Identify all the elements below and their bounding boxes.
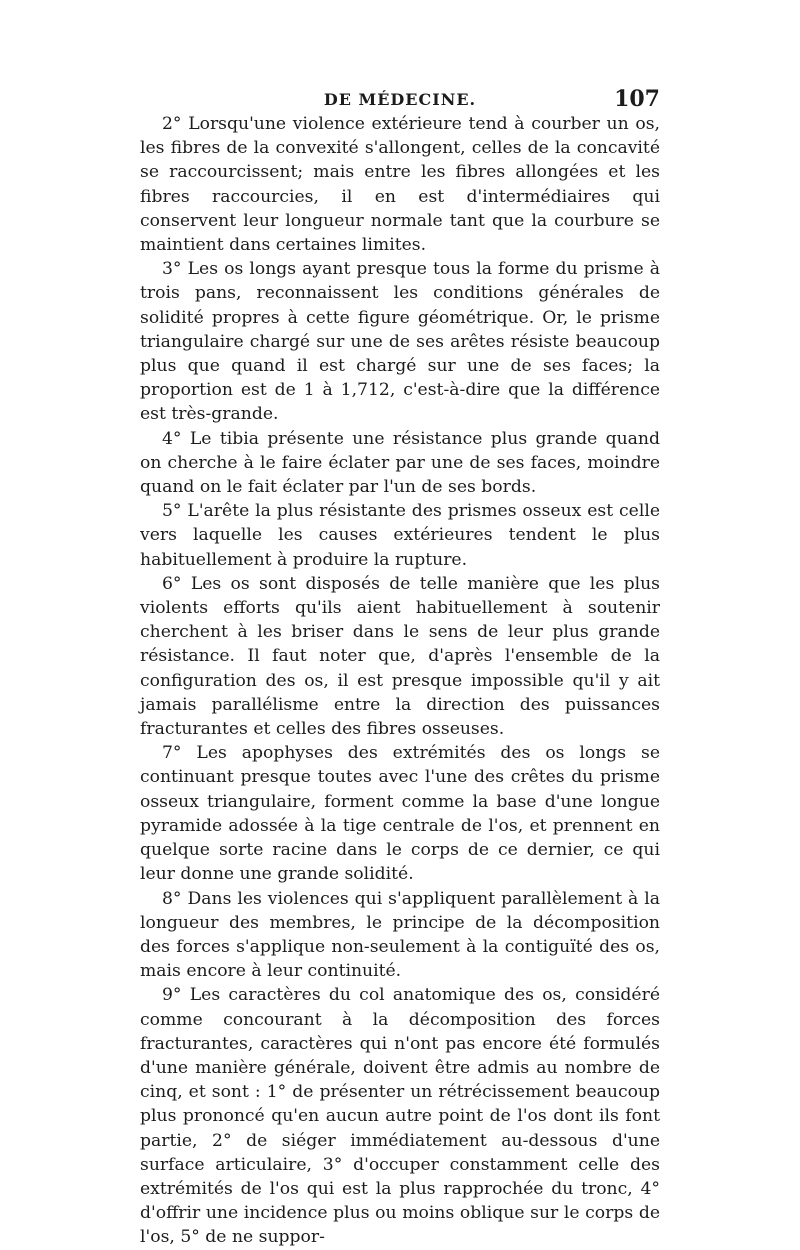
paragraph-7-text: 7° Les apophyses des extrémités des os longs se continuant presque toutes avec l'une des crêtes du prisme osseux triangulaire, forment comme la base d'une longue pyramide adossée à la tige centrale de l'os, et prennent en quelque sorte racine dans le corps de ce dernier, ce qui leur donne une grande solidité. bbox=[140, 743, 660, 885]
paragraph-2-text: 2° Lorsqu'une violence extérieure tend à courber un os, les fibres de la convexité s'allongent, celles de la concavité se raccourcissent; mais entre les fibres allongées et les fibres raccourcies, il en est d'intermédiaires qui conservent leur longueur normale tant que la courbure se maintient dans certaines limites. bbox=[140, 114, 660, 256]
paragraph-9 bbox=[140, 983, 660, 1249]
page-number: 107 bbox=[614, 86, 660, 112]
body-text bbox=[140, 112, 660, 1250]
paragraph-7 bbox=[140, 741, 660, 886]
paragraph-6 bbox=[140, 572, 660, 741]
paragraph-8-text: 8° Dans les violences qui s'appliquent parallèlement à la longueur des membres, le principe de la décomposition des forces s'applique non-seulement à la contiguïté des os, mais encore à leur continuité. bbox=[140, 888, 660, 982]
paragraph-4-text: 4° Le tibia présente une résistance plus grande quand on cherche à le faire éclater par une de ses faces, moindre quand on le fait éclater par l'un de ses bords. bbox=[140, 428, 660, 498]
paragraph-8 bbox=[140, 887, 660, 984]
paragraph-5 bbox=[140, 499, 660, 572]
paragraph-3-text: 3° Les os longs ayant presque tous la forme du prisme à trois pans, reconnaissent les conditions générales de solidité propres à cette figure géométrique. Or, le prisme triangulaire chargé sur une de ses arêtes résiste beaucoup plus que quand il est chargé sur une de ses faces; la proportion est de 1 à 1,712, c'est-à-dire que la différence est très-grande. bbox=[140, 259, 660, 425]
paragraph-2 bbox=[140, 112, 660, 257]
paragraph-4 bbox=[140, 427, 660, 500]
paragraph-9-text: 9° Les caractères du col anatomique des os, considéré comme concourant à la décomposition des forces fracturantes, caractères qui n'ont pas encore été formulés d'une manière générale, doivent être admis au nombre de cinq, et sont : 1° de présenter un rétrécissement beaucoup plus prononcé qu'en aucun autre point de l'os dont ils font partie, 2° de siéger immédiatement au-dessous d'une surface articulaire, 3° d'occuper constamment celle des extrémités de l'os qui est la plus rapprochée du tronc, 4° d'offrir une incidence plus ou moins oblique sur le corps de l'os, 5° de ne suppor- bbox=[140, 985, 660, 1248]
paragraph-5-text: 5° L'arête la plus résistante des prismes osseux est celle vers laquelle les causes extérieures tendent le plus habituellement à produire la rupture. bbox=[140, 501, 660, 570]
running-head: DE MÉDECINE. bbox=[323, 90, 477, 109]
page-header bbox=[140, 86, 660, 112]
paragraph-3 bbox=[140, 257, 660, 426]
paragraph-6-text: 6° Les os sont disposés de telle manière que les plus violents efforts qu'ils aient habituellement à soutenir cherchent à les briser dans le sens de leur plus grande résistance. Il faut noter que, d'après l'ensemble de la configuration des os, il est presque impossible qu'il y ait jamais parallélisme entre la direction des puissances fracturantes et celles des fibres osseuses. bbox=[140, 573, 660, 740]
